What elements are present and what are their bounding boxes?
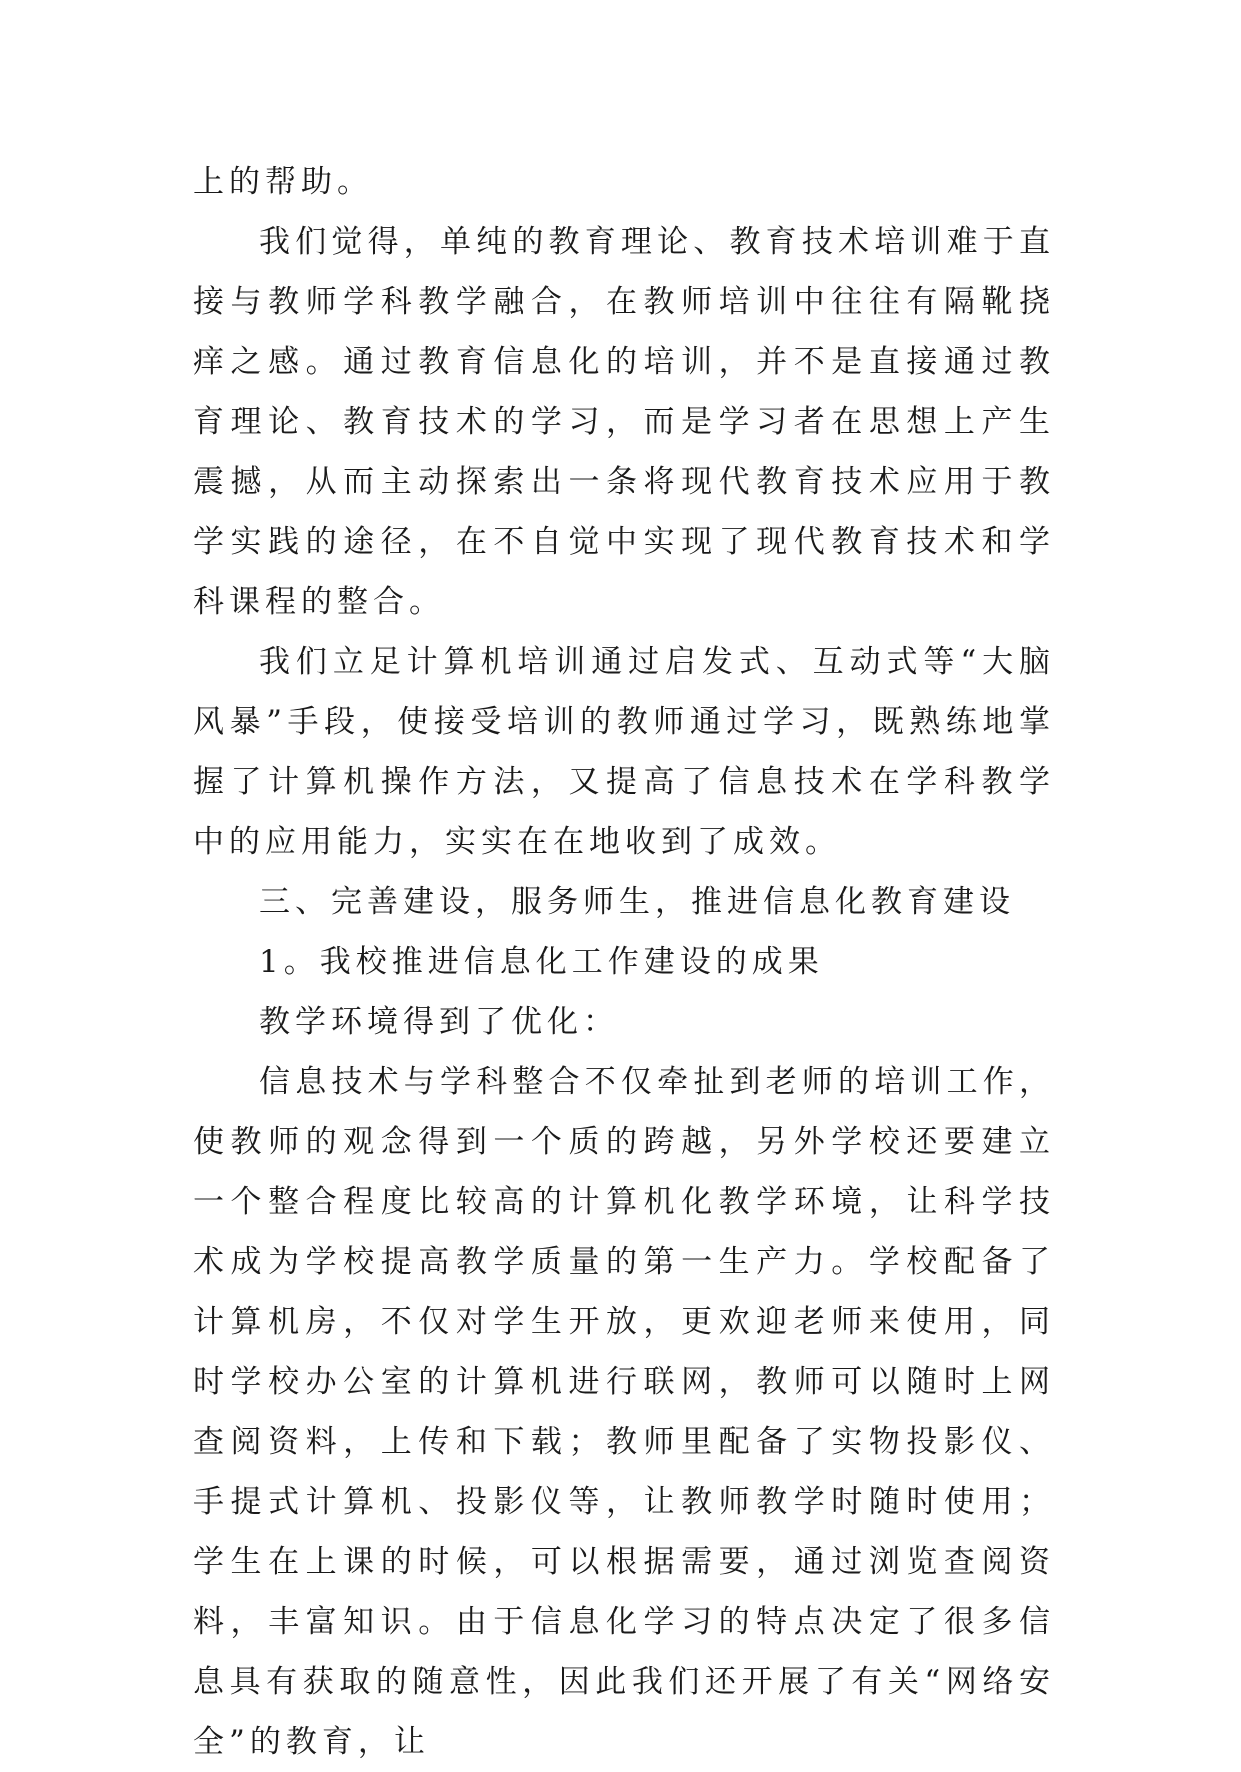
body-text — [193, 152, 1055, 1772]
subsection-heading: 1。我校推进信息化工作建设的成果 — [259, 944, 824, 980]
section-heading: 三、完善建设，服务师生，推进信息化教育建设 — [259, 884, 1015, 920]
paragraph-3: 我们立足计算机培训通过启发式、互动式等“大脑风暴”手段，使接受培训的教师通过学习，既熟练地掌握了计算机操作方法，又提高了信息技术在学科教学中的应用能力，实实在在地收到了成效。 — [193, 644, 1055, 860]
paragraph-2: 我们觉得，单纯的教育理论、教育技术培训难于直接与教师学科教学融合，在教师培训中往往有隔靴挠痒之感。通过教育信息化的培训，并不是直接通过教育理论、教育技术的学习，而是学习者在思想上产生震撼，从而主动探索出一条将现代教育技术应用于教学实践的途径，在不自觉中实现了现代教育技术和学科课程的整合。 — [193, 224, 1055, 620]
subheading-teaching-environment: 教学环境得到了优化： — [259, 1004, 619, 1040]
paragraph-7: 信息技术与学科整合不仅牵扯到老师的培训工作，使教师的观念得到一个质的跨越，另外学校还要建立一个整合程度比较高的计算机化教学环境，让科学技术成为学校提高教学质量的第一生产力。学校配备了计算机房，不仅对学生开放，更欢迎老师来使用，同时学校办公室的计算机进行联网，教师可以随时上网查阅资料，上传和下载；教师里配备了实物投影仪、手提式计算机、投影仪等，让教师教学时随时使用；学生在上课的时候，可以根据需要，通过浏览查阅资料，丰富知识。由于信息化学习的特点决定了很多信息具有获取的随意性，因此我们还开展了有关“网络安全”的教育，让 — [193, 1064, 1055, 1760]
paragraph-1: 上的帮助。 — [193, 164, 373, 200]
